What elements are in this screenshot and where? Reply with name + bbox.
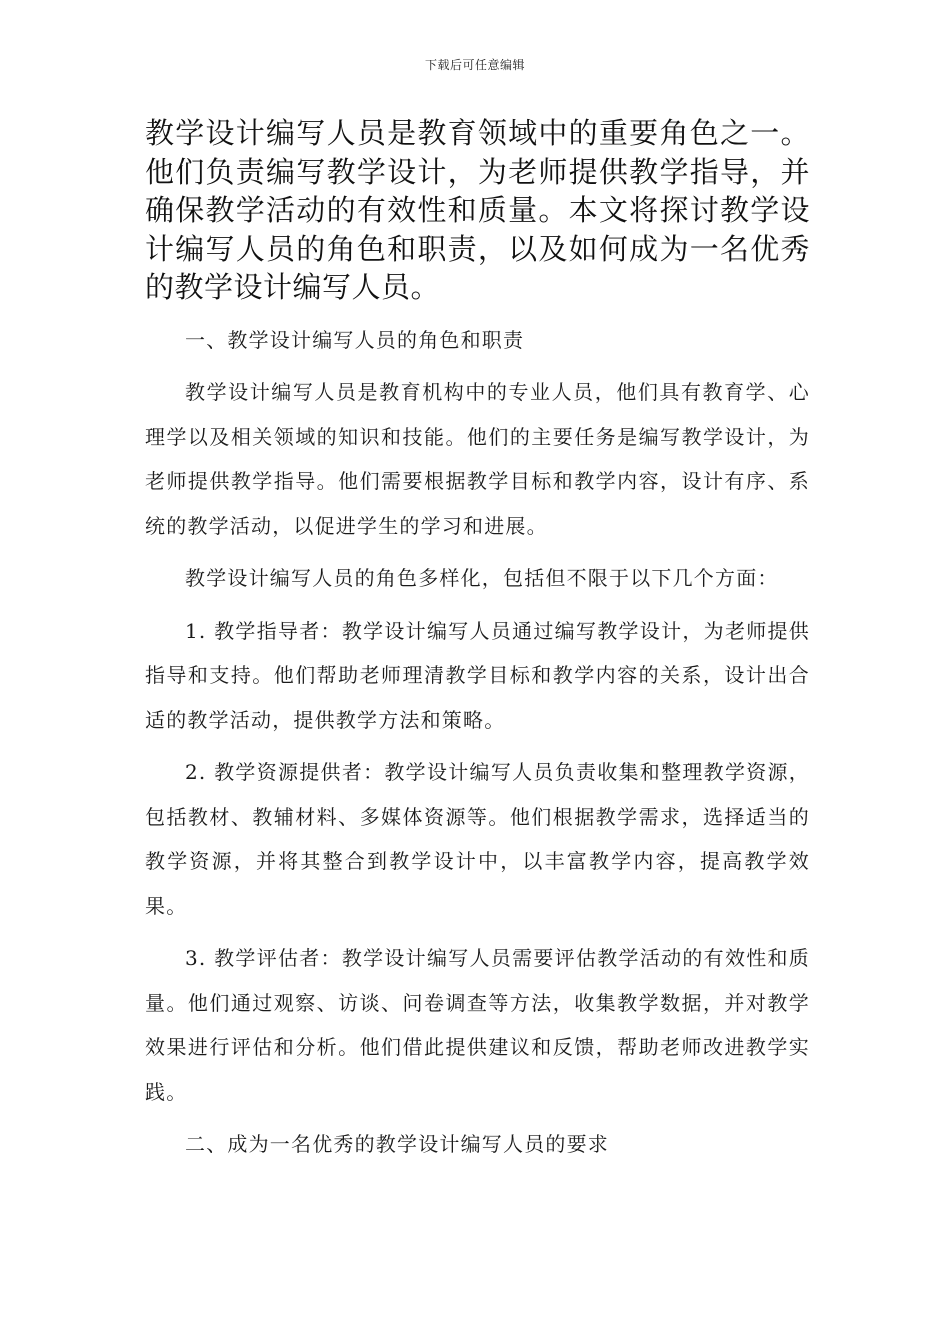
document-body: [145, 114, 810, 1175]
section-heading-requirements: 二、成为一名优秀的教学设计编写人员的要求: [185, 1132, 609, 1156]
paragraph-roles-intro: 教学设计编写人员的角色多样化，包括但不限于以下几个方面：: [185, 566, 779, 590]
list-item-resource-provider: 2. 教学资源提供者：教学设计编写人员负责收集和整理教学资源，包括教材、教辅材料、多媒体资源等。他们根据教学需求，选择适当的教学资源，并将其整合到教学设计中，以丰富教学内容，提高教学效果。: [145, 760, 810, 918]
section-heading-roles: 一、教学设计编写人员的角色和职责: [185, 327, 525, 352]
paragraph-definition: 教学设计编写人员是教育机构中的专业人员，他们具有教育学、心理学以及相关领域的知识和技能。他们的主要任务是编写教学设计，为老师提供教学指导。他们需要根据教学目标和教学内容，设计有序、系统的教学活动，以促进学生的学习和进展。: [145, 380, 810, 538]
list-item-evaluator: 3. 教学评估者：教学设计编写人员需要评估教学活动的有效性和质量。他们通过观察、访谈、问卷调查等方法，收集教学数据，并对教学效果进行评估和分析。他们借此提供建议和反馈，帮助老师改进教学实践。: [145, 946, 810, 1104]
intro-paragraph: 教学设计编写人员是教育领域中的重要角色之一。他们负责编写教学设计，为老师提供教学指导，并确保教学活动的有效性和质量。本文将探讨教学设计编写人员的角色和职责，以及如何成为一名优秀的教学设计编写人员。: [145, 116, 810, 304]
list-item-teaching-guide: 1. 教学指导者：教学设计编写人员通过编写教学设计，为老师提供指导和支持。他们帮助老师理清教学目标和教学内容的关系，设计出合适的教学活动，提供教学方法和策略。: [145, 618, 810, 732]
page-header-note: 下载后可任意编辑: [424, 58, 525, 72]
